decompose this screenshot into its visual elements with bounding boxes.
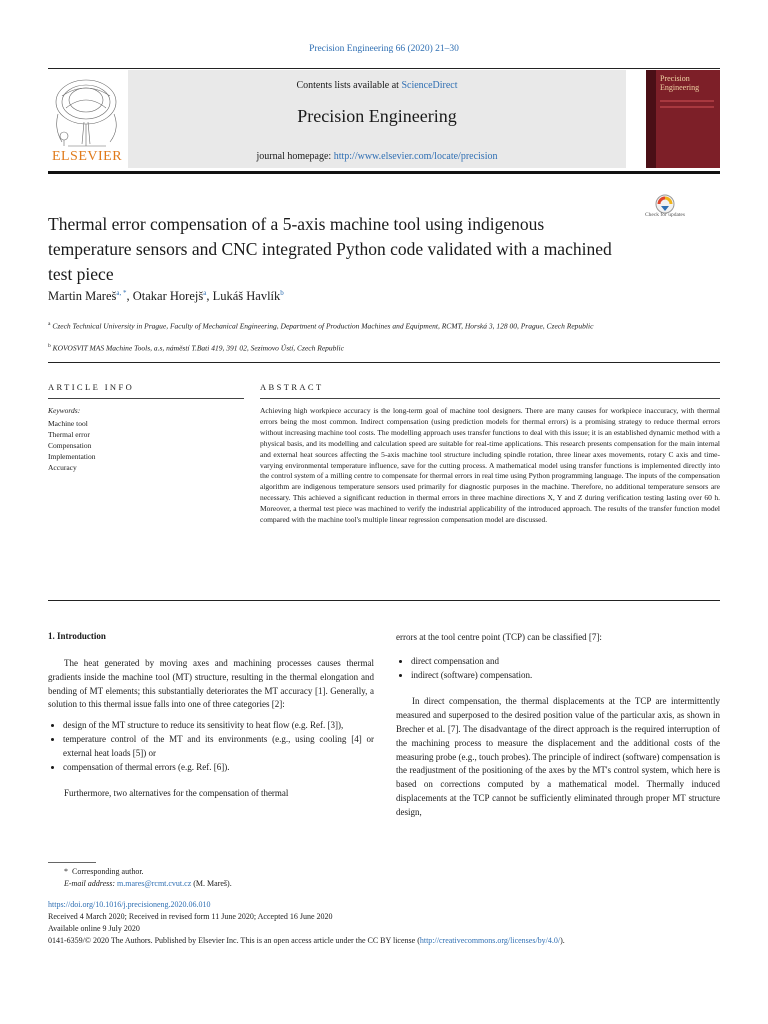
- email-label: E-mail address:: [64, 879, 118, 888]
- license-line: [48, 935, 728, 946]
- homepage-link[interactable]: http://www.elsevier.com/locate/precision: [333, 151, 498, 162]
- email-note: [64, 878, 232, 889]
- footnote-star: *: [64, 867, 72, 876]
- cover-spine: [646, 70, 656, 168]
- bullet-item: • compensation of thermal errors (e.g. Ref. [6]).: [63, 761, 374, 775]
- license-suffix: ).: [560, 936, 565, 945]
- elsevier-wordmark: ELSEVIER: [51, 149, 123, 164]
- bullet-item: • direct compensation and: [411, 655, 720, 669]
- keywords-label: Keywords:: [48, 406, 81, 415]
- author-list: [48, 289, 668, 304]
- license-link[interactable]: http://creativecommons.org/licenses/by/4.0/: [419, 936, 561, 945]
- keyword: Machine tool: [48, 419, 88, 428]
- info-top-rule: [48, 362, 720, 363]
- homepage-prefix: journal homepage:: [256, 151, 334, 162]
- affil-text: Czech Technical University in Prague, Faculty of Mechanical Engineering, Department of Production Machines and Equipment, RCMT, Horská 3, 128 00, Prague, Czech Republic: [52, 321, 594, 331]
- keyword: Accuracy: [48, 463, 77, 472]
- bullet-list: [48, 719, 374, 774]
- intro-paragraph: errors at the tool centre point (TCP) can be classified [7]:: [396, 632, 602, 642]
- bullet-item: • indirect (software) compensation.: [411, 669, 720, 683]
- article-title: Thermal error compensation of a 5-axis machine tool using indigenous temperature sensors and CNC integrated Python code validated with a machined test piece: [48, 214, 612, 284]
- sciencedirect-link[interactable]: ScienceDirect: [401, 80, 458, 91]
- intro-left-column: [48, 657, 374, 801]
- section-heading-introduction: 1. Introduction: [48, 631, 106, 641]
- author-name: Martin Mareš: [48, 289, 117, 304]
- intro-right-column: [396, 631, 720, 820]
- info-under-rule: [48, 398, 244, 399]
- abstract-bottom-rule: [48, 600, 720, 601]
- bullet-list: [396, 655, 720, 683]
- doi-link[interactable]: https://doi.org/10.1016/j.precisioneng.2020.06.010: [48, 900, 211, 909]
- abstract-text: Achieving high workpiece accuracy is the long-term goal of machine tool designers. There are many causes for workpiece inaccuracy, with thermal errors being the most common. Indirect compensation (using prediction models for thermal errors) is a promising strategy to reduce thermal errors without increasing machine tool costs. The modelling approach uses transfer functions to deal with this issue; it is an established dynamic method with a physical basis, and its modelling and calculation speed are suitable for real-time applications. This research presents compensation for the main internal and external heat sources affecting the 5-axis machine tool structure including spindle rotation, three linear axes movements, rotary C axis and time-varying environmental temperature influence, save for the cutting process. A mathematical model using transfer functions is implemented directly into the control system of a milling centre to compensate for thermal errors in real time using Python programming language. The inputs of the compensation algorithm are indigenous temperature sensors used primarily for diagnostic purposes in the machine. Therefore, no additional temperature sensors are necessary. This achieved a significant reduction in thermal errors in three machine directions X, Y and Z during verification testing lasting over 60 h. Moreover, a thermal test piece was machined to verify the industrial applicability of the introduced approach. The results of the transfer function model compared with the machine tool's multiple linear regression compensation model are discussed.: [260, 406, 720, 525]
- email-link[interactable]: m.mares@rcmt.cvut.cz: [117, 879, 192, 888]
- affil-mark: b: [48, 343, 51, 349]
- affiliation-a: [48, 319, 648, 332]
- author-affil-mark[interactable]: a: [203, 289, 207, 297]
- keyword: Implementation: [48, 452, 96, 461]
- keyword: Thermal error: [48, 430, 90, 439]
- cover-decoration: [660, 106, 714, 108]
- header-top-rule: [48, 68, 720, 69]
- corresponding-author-text: Corresponding author.: [72, 867, 144, 876]
- journal-cover-image: [646, 70, 720, 168]
- keyword-list: [48, 418, 96, 473]
- intro-paragraph: The heat generated by moving axes and machining processes causes thermal gradients inside the machine tool (MT) structure, resulting in the thermal elongation and bending of MT elements; this substantially deteriorates the MT accuracy [1]. Generally, a solution to this thermal issue falls into one of three categories [2]:: [48, 658, 374, 710]
- affil-text: KOVOSVIT MAS Machine Tools, a.s, náměstí T.Bati 419, 391 02, Sezimovo Ústí, Czech Republic: [52, 343, 344, 353]
- author-affil-mark[interactable]: b: [280, 289, 284, 297]
- footnote-rule: [48, 862, 96, 863]
- abstract-heading: ABSTRACT: [260, 382, 324, 392]
- intro-paragraph: In direct compensation, the thermal displacements at the TCP are intermittently measured and superposed to the desired position value of the particular axis, as shown in Brecher et al. [7]. The disadvantage of the direct approach is the required interruption of the machining process to measure the displacement and the additional costs of the measuring probe (e.g., touch probes). The principle of indirect (software) compensation is the readjustment of the positioning of the axes by the MT's control system, which here is based on corrections computed by a mathematical model. Thermally induced displacements at the TCP cannot be sufficiently eliminated through proper MT structure design,: [396, 696, 720, 817]
- affiliation-b: [48, 341, 648, 354]
- corresponding-author-note: [64, 866, 144, 877]
- contents-line: [128, 80, 626, 91]
- bullet-item: • temperature control of the MT and its environments (e.g., using cooling [4] or external heat loads [5]) or: [63, 733, 374, 761]
- author-affil-mark[interactable]: a, *: [116, 289, 127, 297]
- intro-paragraph: Furthermore, two alternatives for the compensation of thermal: [64, 788, 289, 799]
- journal-name: Precision Engineering: [297, 106, 457, 126]
- header-bottom-rule: [48, 171, 720, 174]
- contents-prefix: Contents lists available at: [296, 80, 402, 91]
- author-separator: ,: [126, 289, 133, 304]
- check-for-updates-label[interactable]: Check for updates: [644, 212, 685, 218]
- bullet-item: • design of the MT structure to reduce its sensitivity to heat flow (e.g. Ref. [3]),: [63, 719, 374, 733]
- abstract-under-rule: [260, 398, 720, 399]
- cover-decoration: [660, 100, 714, 102]
- available-online: Available online 9 July 2020: [48, 924, 140, 933]
- license-text: 0141-6359/© 2020 The Authors. Published by Elsevier Inc. This is an open access article under the CC BY license (: [48, 936, 420, 945]
- article-info-heading: ARTICLE INFO: [48, 382, 135, 392]
- cover-title: Precision Engineering: [660, 74, 700, 92]
- author-separator: ,: [206, 289, 213, 304]
- journal-homepage: [128, 151, 626, 162]
- author-name: Lukáš Havlík: [212, 289, 281, 304]
- email-suffix: (M. Mareš).: [191, 879, 232, 888]
- keyword: Compensation: [48, 441, 92, 450]
- affil-mark: a: [48, 321, 51, 327]
- author-name: Otakar Horejš: [132, 289, 204, 304]
- received-dates: Received 4 March 2020; Received in revised form 11 June 2020; Accepted 16 June 2020: [48, 912, 333, 921]
- journal-reference[interactable]: Precision Engineering 66 (2020) 21–30: [309, 44, 459, 54]
